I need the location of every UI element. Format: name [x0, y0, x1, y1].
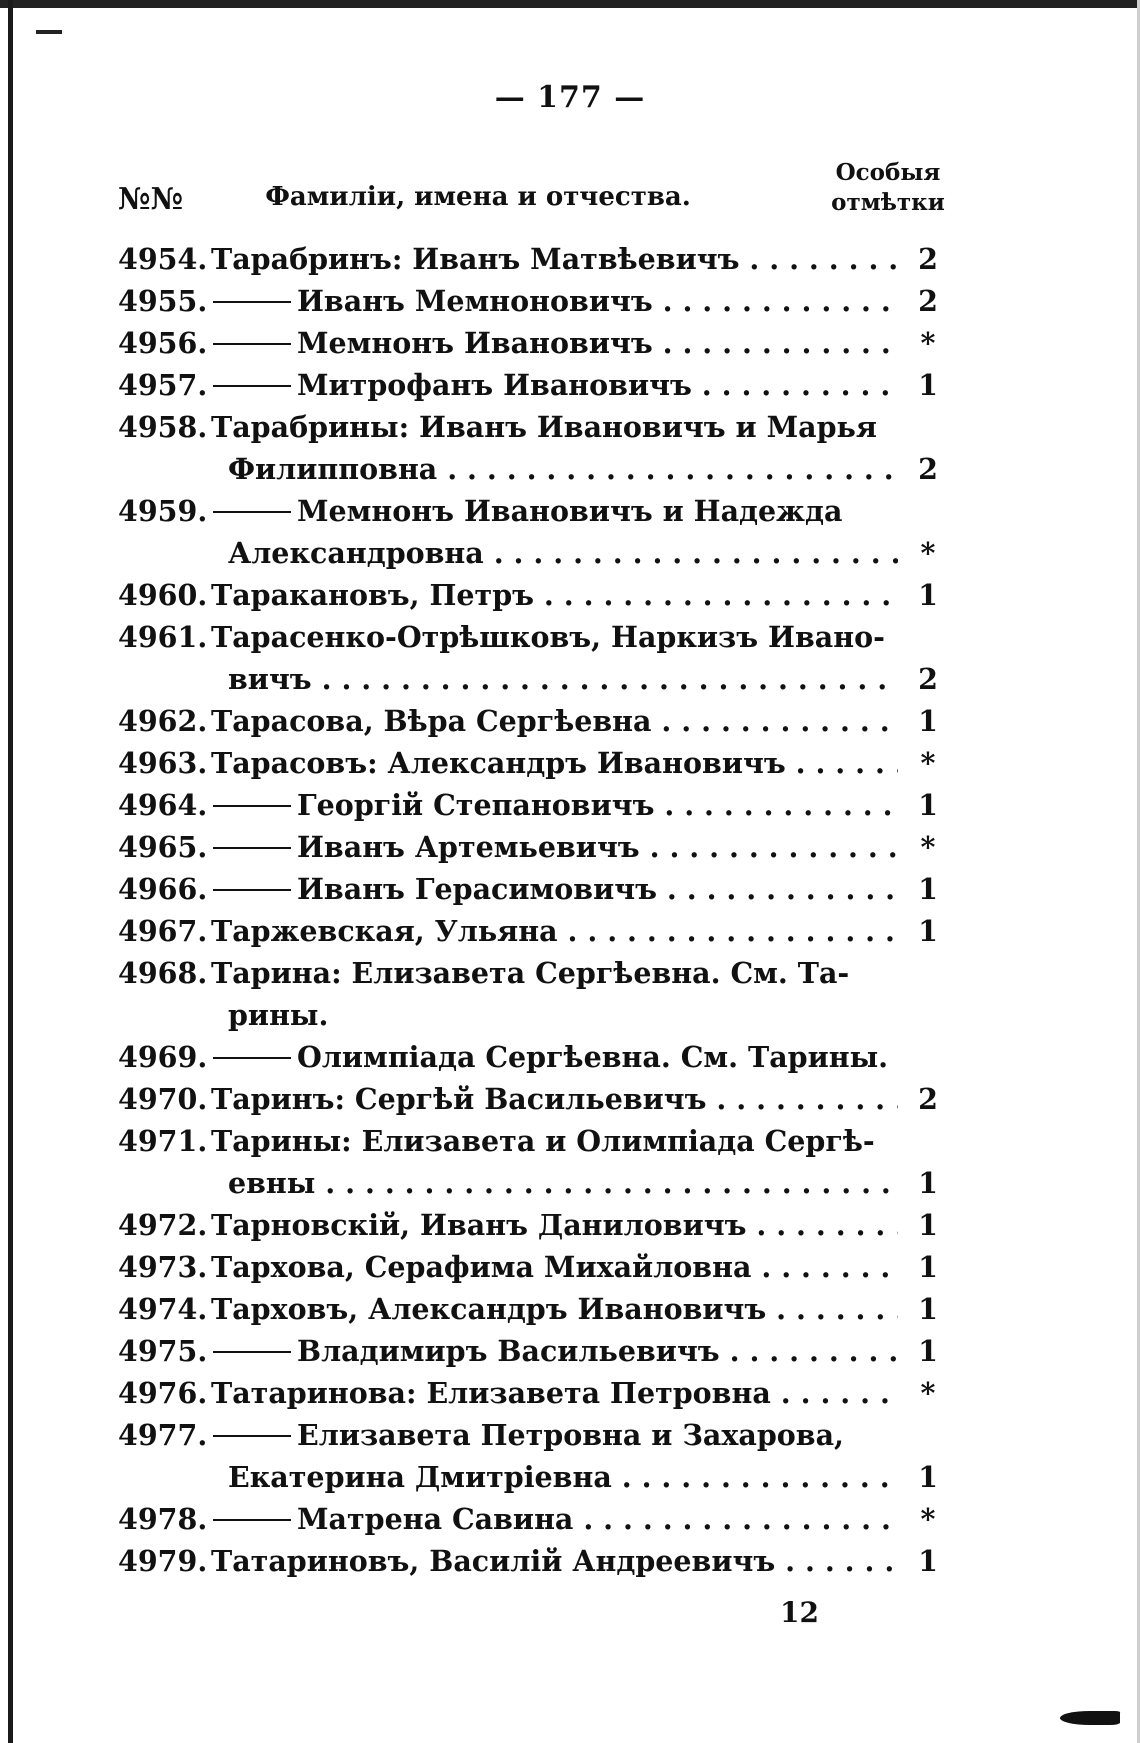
entry-mark: 2: [918, 242, 938, 276]
list-item: [118, 406, 948, 448]
entry-number: 4954.: [118, 242, 208, 276]
entry-mark: 1: [918, 1544, 938, 1578]
ditto-dash: [213, 511, 291, 513]
ditto-dash: [213, 805, 291, 807]
header-number-column: №№: [118, 182, 184, 217]
entry-text: [211, 238, 898, 280]
entry-number: 4956.: [118, 326, 208, 360]
entry-label: Тарасенко-Отрѣшковъ, Наркизъ Ивано-: [211, 620, 885, 654]
page-edge-top: [0, 0, 1140, 8]
list-item: [118, 700, 948, 742]
list-item: [118, 238, 948, 280]
list-item: [118, 1120, 948, 1162]
entries-list: [118, 238, 948, 1582]
entry-number: 4973.: [118, 1250, 208, 1284]
list-item: [118, 1372, 948, 1414]
entry-label: Александровна . . .: [228, 536, 898, 570]
entry-label: Тархова, Серафима Михайловна . . .: [211, 1250, 898, 1284]
entry-number: 4963.: [118, 746, 208, 780]
list-item: [118, 994, 948, 1036]
entry-label: Тарасовъ: Александръ Ивановичъ . . .: [211, 746, 898, 780]
entry-mark: 1: [918, 1250, 938, 1284]
list-item: [118, 1246, 948, 1288]
entry-number: 4979.: [118, 1544, 208, 1578]
list-item: [118, 1330, 948, 1372]
list-item: [118, 742, 948, 784]
entry-mark: 1: [918, 578, 938, 612]
header-notes-line1: Особыя: [835, 159, 941, 186]
page-edge-left: [8, 0, 13, 1743]
list-item: [118, 1540, 948, 1582]
entry-text: [211, 1330, 898, 1372]
entry-label: Екатерина Дмитріевна . . .: [228, 1460, 898, 1494]
entry-number: 4961.: [118, 620, 208, 654]
entry-text: [211, 322, 898, 364]
entry-mark: 2: [918, 662, 938, 696]
ditto-dash: [213, 385, 291, 387]
header-names-column: Фамиліи, имена и отчества.: [265, 182, 691, 212]
entry-mark: 2: [918, 284, 938, 318]
entry-number: 4972.: [118, 1208, 208, 1242]
entry-label: Тарабринъ: Иванъ Матвѣевичъ . . .: [211, 242, 898, 276]
list-item: [118, 322, 948, 364]
entry-text-continuation: [228, 1456, 898, 1498]
entry-number: 4955.: [118, 284, 208, 318]
entry-number: 4957.: [118, 368, 208, 402]
entry-mark: 1: [918, 368, 938, 402]
entry-mark: 2: [918, 1082, 938, 1116]
entry-label: Иванъ Артемьевичъ . . .: [297, 830, 898, 864]
entry-text-continuation: [228, 448, 898, 490]
entry-text: [211, 1414, 898, 1456]
entry-number: 4968.: [118, 956, 208, 990]
entry-text: [211, 1372, 898, 1414]
entry-label: рины.: [228, 998, 329, 1032]
entry-mark: *: [920, 746, 936, 780]
entry-label: Олимпіада Сергѣевна. См. Тарины.: [297, 1040, 889, 1074]
list-item: [118, 532, 948, 574]
entry-text: [211, 574, 898, 616]
entry-label: вичъ . . .: [228, 662, 898, 696]
entry-mark: 1: [918, 1166, 938, 1200]
entry-number: 4976.: [118, 1376, 208, 1410]
entry-number: 4974.: [118, 1292, 208, 1326]
entry-label: Мемнонъ Ивановичъ . . .: [297, 326, 898, 360]
entry-text: [211, 1036, 898, 1078]
list-item: [118, 1078, 948, 1120]
list-item: [118, 1456, 948, 1498]
entry-number: 4966.: [118, 872, 208, 906]
table-header: [118, 152, 948, 232]
entry-mark: 1: [918, 704, 938, 738]
entry-text: [211, 490, 898, 532]
list-item: [118, 448, 948, 490]
entry-text: [211, 280, 898, 322]
entry-label: евны . . .: [228, 1166, 898, 1200]
entry-label: Матрена Савина . . .: [297, 1502, 898, 1536]
list-item: [118, 490, 948, 532]
entry-label: Таринъ: Сергѣй Васильевичъ . . .: [211, 1082, 898, 1116]
entry-label: Тарина: Елизавета Сергѣевна. См. Та-: [211, 956, 850, 990]
entry-label: Татаринова: Елизавета Петровна . . .: [211, 1376, 898, 1410]
entry-text: [211, 1204, 898, 1246]
entry-label: Иванъ Мемноновичъ . . .: [297, 284, 898, 318]
entry-number: 4978.: [118, 1502, 208, 1536]
entry-text: [211, 1288, 898, 1330]
signature-mark: 12: [780, 1596, 819, 1629]
entry-text: [211, 1120, 898, 1162]
ditto-dash: [213, 1435, 291, 1437]
entry-text-continuation: [228, 532, 898, 574]
entry-mark: *: [920, 830, 936, 864]
list-item: [118, 658, 948, 700]
entry-text: [211, 826, 898, 868]
entry-label: Митрофанъ Ивановичъ . . .: [297, 368, 898, 402]
entry-mark: *: [920, 1376, 936, 1410]
list-item: [118, 826, 948, 868]
entry-number: 4964.: [118, 788, 208, 822]
entry-text-continuation: [228, 658, 898, 700]
ditto-dash: [213, 1519, 291, 1521]
list-item: [118, 1036, 948, 1078]
entry-label: Тарины: Елизавета и Олимпіада Сергѣ-: [211, 1124, 875, 1158]
entry-number: 4960.: [118, 578, 208, 612]
entry-number: 4965.: [118, 830, 208, 864]
page-edge-mark: [36, 30, 62, 34]
ditto-dash: [213, 889, 291, 891]
entry-mark: 1: [918, 1334, 938, 1368]
ditto-dash: [213, 1057, 291, 1059]
entry-mark: 1: [918, 914, 938, 948]
entry-label: Елизавета Петровна и Захарова,: [297, 1418, 844, 1452]
entry-label: Владимиръ Васильевичъ . . .: [297, 1334, 898, 1368]
entry-mark: *: [920, 536, 936, 570]
entry-label: Тарабрины: Иванъ Ивановичъ и Марья: [211, 410, 877, 444]
list-item: [118, 1414, 948, 1456]
list-item: [118, 574, 948, 616]
ditto-dash: [213, 847, 291, 849]
entry-number: 4962.: [118, 704, 208, 738]
list-item: [118, 1288, 948, 1330]
ditto-dash: [213, 1351, 291, 1353]
entry-mark: 1: [918, 1460, 938, 1494]
entry-text: [211, 700, 898, 742]
list-item: [118, 280, 948, 322]
entry-text: [211, 364, 898, 406]
entry-number: 4971.: [118, 1124, 208, 1158]
header-notes-column: [828, 158, 948, 218]
entry-number: 4977.: [118, 1418, 208, 1452]
list-item: [118, 1204, 948, 1246]
entry-text: [211, 742, 898, 784]
entry-mark: 2: [918, 452, 938, 486]
page-number: — 177 —: [494, 80, 646, 115]
entry-text: [211, 910, 898, 952]
entry-text: [211, 1078, 898, 1120]
entry-mark: 1: [918, 788, 938, 822]
entry-mark: 1: [918, 1208, 938, 1242]
list-item: [118, 868, 948, 910]
list-item: [118, 910, 948, 952]
list-item: [118, 784, 948, 826]
entry-text-continuation: [228, 994, 898, 1036]
list-item: [118, 952, 948, 994]
entry-label: Тарасова, Вѣра Сергѣевна . . .: [211, 704, 898, 738]
entry-number: 4970.: [118, 1082, 208, 1116]
entry-mark: 1: [918, 1292, 938, 1326]
ditto-dash: [213, 343, 291, 345]
list-item: [118, 364, 948, 406]
entry-number: 4967.: [118, 914, 208, 948]
entry-number: 4959.: [118, 494, 208, 528]
entry-text: [211, 1540, 898, 1582]
entry-text: [211, 1498, 898, 1540]
entry-number: 4969.: [118, 1040, 208, 1074]
entry-text: [211, 784, 898, 826]
corner-ink-mark: [1060, 1711, 1120, 1725]
list-item: [118, 1498, 948, 1540]
ditto-dash: [213, 301, 291, 303]
entry-label: Георгій Степановичъ . . .: [297, 788, 898, 822]
entry-text: [211, 616, 898, 658]
list-item: [118, 1162, 948, 1204]
entry-label: Мемнонъ Ивановичъ и Надежда: [297, 494, 843, 528]
entry-number: 4975.: [118, 1334, 208, 1368]
entry-label: Таржевская, Ульяна . . .: [211, 914, 898, 948]
header-notes-line2: отмѣтки: [831, 189, 945, 216]
entry-mark: *: [920, 1502, 936, 1536]
entry-label: Татариновъ, Василій Андреевичъ . . .: [211, 1544, 898, 1578]
entry-label: Тарховъ, Александръ Ивановичъ . . .: [211, 1292, 898, 1326]
entry-text: [211, 868, 898, 910]
entry-label: Таракановъ, Петръ . . .: [211, 578, 898, 612]
list-item: [118, 616, 948, 658]
entry-text: [211, 1246, 898, 1288]
entry-text: [211, 952, 898, 994]
entry-label: Иванъ Герасимовичъ . . .: [297, 872, 898, 906]
entry-text: [211, 406, 898, 448]
entry-mark: 1: [918, 872, 938, 906]
entry-label: Филипповна . . .: [228, 452, 898, 486]
entry-text-continuation: [228, 1162, 898, 1204]
entry-label: Тарновскій, Иванъ Даниловичъ . . .: [211, 1208, 898, 1242]
entry-mark: *: [920, 326, 936, 360]
entry-number: 4958.: [118, 410, 208, 444]
